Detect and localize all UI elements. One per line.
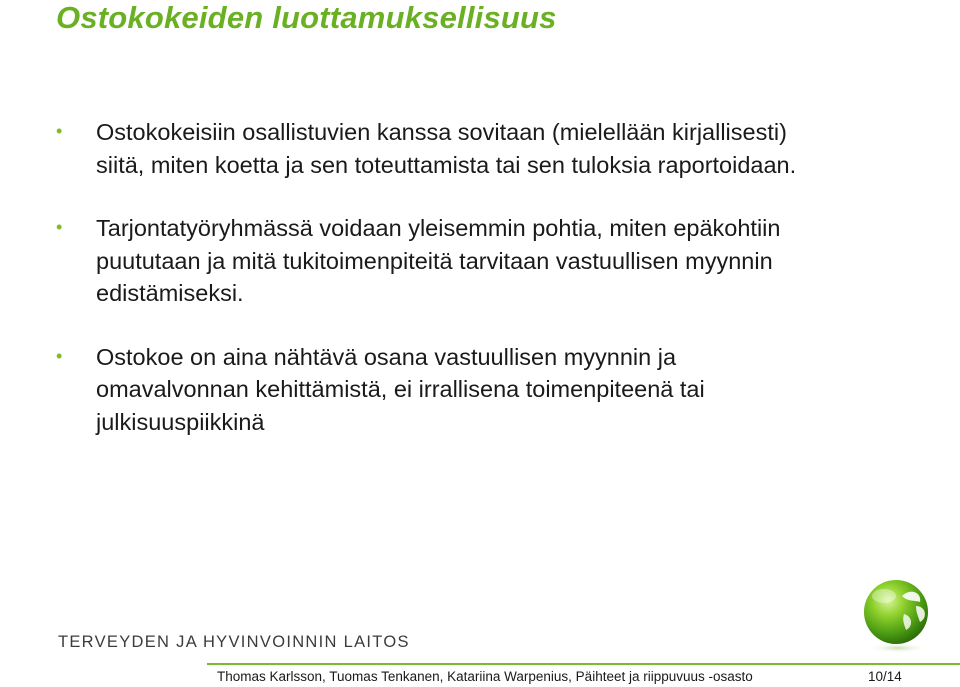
bullet-dot-icon: • (56, 121, 63, 141)
bullet-line: julkisuuspiikkinä (96, 408, 265, 435)
bullet-line: puututaan ja mitä tukitoimenpiteitä tarvitaan vastuullisen myynnin (96, 247, 773, 274)
bullet-item (56, 116, 916, 181)
organization-name: TERVEYDEN JA HYVINVOINNIN LAITOS (58, 633, 410, 651)
slide-title: Ostokokeiden luottamuksellisuus (56, 0, 557, 35)
bullet-dot-icon: • (56, 345, 63, 366)
bullet-line: Tarjontatyöryhmässä voidaan yleisemmin pohtia, miten epäkohtiin (96, 215, 781, 241)
bullet-line: Ostokoe on aina nähtävä osana vastuullisen myynnin ja (96, 343, 677, 370)
bullet-list (56, 116, 916, 469)
bullet-item (56, 212, 916, 310)
green-sphere-logo-icon (858, 576, 936, 654)
bullet-line: omavalvonnan kehittämistä, ei irrallisena toimenpiteenä tai (96, 376, 705, 402)
page-number: 10/14 (868, 669, 902, 684)
bullet-line: siitä, miten koetta ja sen toteuttamista tai sen tuloksia raportoidaan. (96, 151, 797, 178)
bullet-dot-icon: • (56, 217, 63, 237)
footer-credits: Thomas Karlsson, Tuomas Tenkanen, Katariina Warpenius, Päihteet ja riippuvuus -osasto (217, 669, 753, 684)
footer-divider (207, 663, 960, 665)
bullet-line: Ostokokeisiin osallistuvien kanssa sovitaan (mielellään kirjallisesti) (96, 119, 787, 145)
bullet-line: edistämiseksi. (96, 280, 244, 306)
bullet-item (56, 341, 916, 439)
